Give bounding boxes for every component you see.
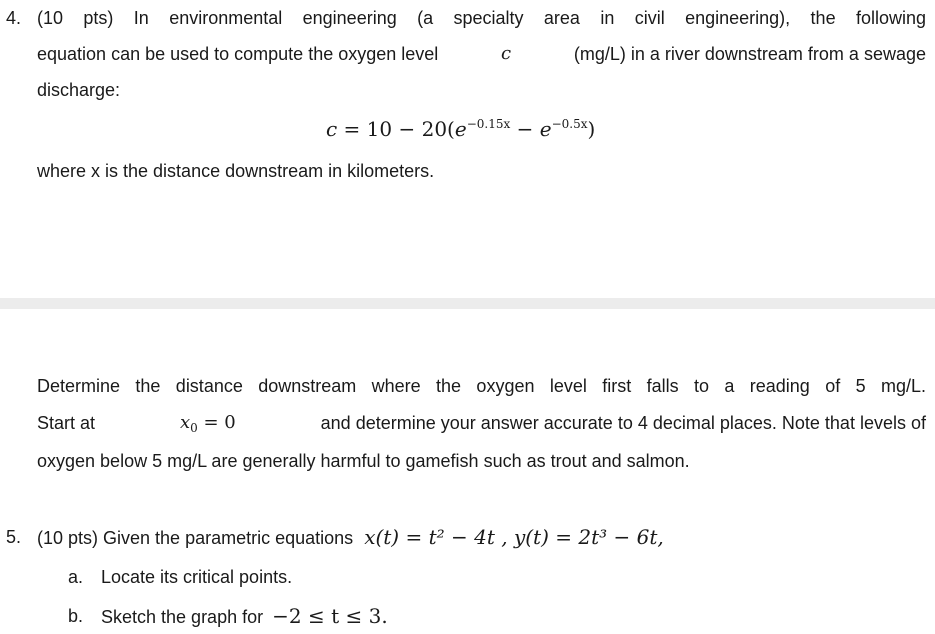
t-range: −2 ≤ t ≤ 3. <box>272 604 388 628</box>
q4-number: 4. <box>6 8 22 28</box>
q4-line-2-rest: (mg/L) in a river downstream from a sewage <box>573 44 926 64</box>
q4-var-c: c <box>501 43 512 64</box>
q5-a-label: a. <box>68 567 84 587</box>
q4-determine-line-1: Determine the distance downstream where the oxygen level first falls to a reading of 5 mg/L. <box>37 376 926 396</box>
section-divider <box>0 298 935 309</box>
q4-where-text: where x is the distance downstream in kilometers. <box>37 161 435 181</box>
q4-determine-line-2: Start at $x_0 = 0$ and determine your answer accurate to 4 decimal places. Note that levels of <box>37 412 926 435</box>
q5-intro: (10 pts) Given the parametric equations x(t) = t² − 4t , y(t) = 2t³ − 6t, <box>37 525 664 549</box>
q5-b-text: Sketch the graph for −2 ≤ t ≤ 3. <box>101 604 388 628</box>
parametric-equations: x(t) = t² − 4t , y(t) = 2t³ − 6t, <box>364 525 664 549</box>
q5-b-label: b. <box>68 606 84 626</box>
q5-number: 5. <box>6 527 22 547</box>
q4-line-2-start: equation can be used to compute the oxygen level <box>37 44 439 64</box>
q4-line-1: (10 pts) In environmental engineering (a specialty area in civil engineering), the following <box>37 8 926 28</box>
q5-a-text: Locate its critical points. <box>101 567 293 587</box>
q4-line-3: discharge: <box>37 80 121 100</box>
oxygen-equation: $c = 10 - 20(e^{-0.15x} - e^{-0.5x})$ <box>326 117 596 141</box>
q4-determine-line-3: oxygen below 5 mg/L are generally harmful to gamefish such as trout and salmon. <box>37 451 690 471</box>
q4-line-2 <box>37 43 926 65</box>
x0-expression: $x_0 = 0$ <box>179 412 236 435</box>
